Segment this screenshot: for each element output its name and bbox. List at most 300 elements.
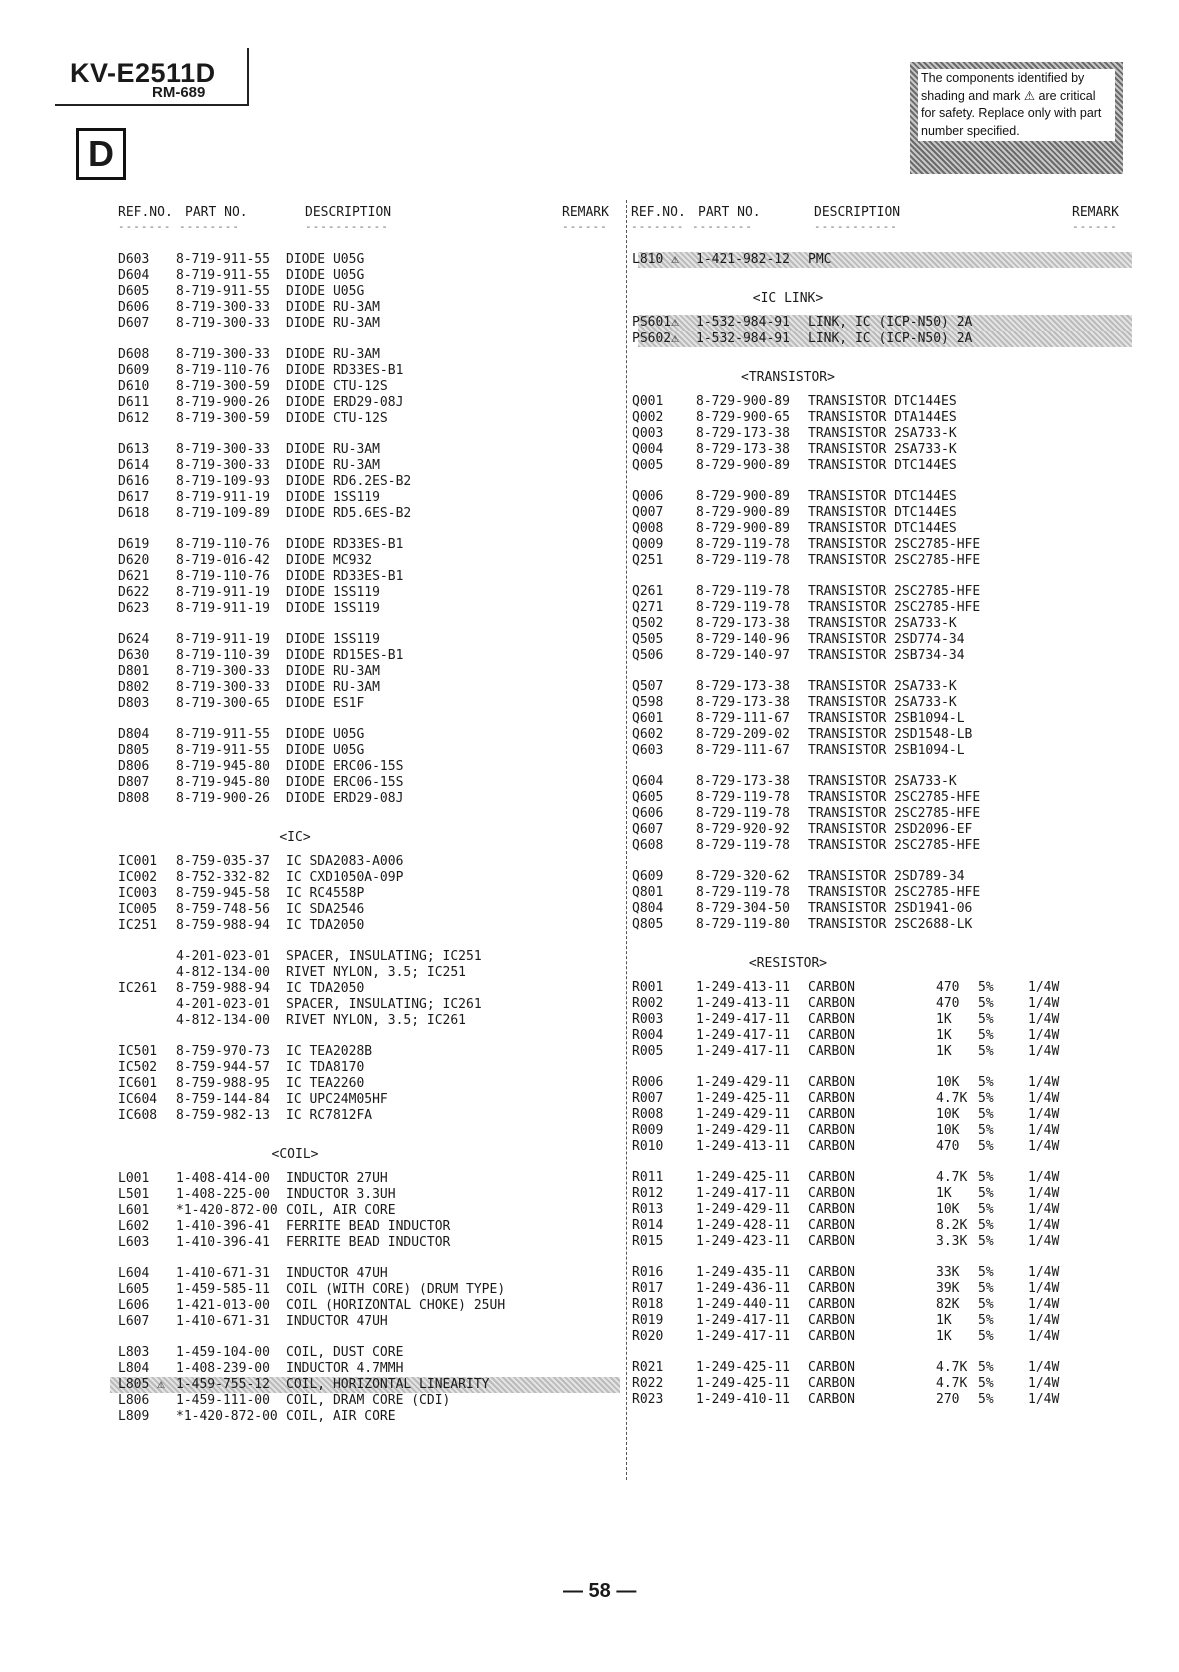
- ref-no: L805 ⚠: [118, 1377, 165, 1392]
- ref-no: L603: [118, 1235, 150, 1250]
- part-no: 8-759-988-94: [176, 918, 270, 933]
- description-header: DESCRIPTION: [305, 205, 392, 220]
- part-no: 8-729-111-67: [696, 743, 790, 758]
- section-subheader: <TRANSISTOR>: [741, 370, 835, 385]
- ref-no: IC002: [118, 870, 158, 885]
- part-no: 8-729-119-78: [696, 790, 790, 805]
- part-no: 1-249-417-11: [696, 1028, 790, 1043]
- ref-no: Q606: [632, 806, 664, 821]
- part-row: [110, 743, 620, 759]
- ref-no: Q007: [632, 505, 664, 520]
- part-row: [632, 1376, 1132, 1392]
- description: COIL, DUST CORE: [286, 1345, 404, 1360]
- group-spacer: [638, 759, 1132, 774]
- part-row: [632, 885, 1132, 901]
- tolerance: 5%: [978, 1091, 994, 1106]
- ref-no: R016: [632, 1265, 664, 1280]
- part-row: [110, 300, 620, 316]
- ref-no: IC003: [118, 886, 158, 901]
- value: 4.7K: [936, 1170, 968, 1185]
- part-no: 8-719-945-80: [176, 775, 270, 790]
- ref-no: Q608: [632, 838, 664, 853]
- description: DIODE 1SS119: [286, 632, 380, 647]
- part-no: 8-719-911-19: [176, 632, 270, 647]
- part-no: 1-408-239-00: [176, 1361, 270, 1376]
- description: DIODE RU-3AM: [286, 442, 380, 457]
- part-no: 8-729-173-38: [696, 774, 790, 789]
- ref-no: D804: [118, 727, 150, 742]
- description: TRANSISTOR 2SA733-K: [808, 616, 957, 631]
- description: TRANSISTOR 2SA733-K: [808, 774, 957, 789]
- part-no: 1-410-396-41: [176, 1219, 270, 1234]
- part-no: 1-249-429-11: [696, 1202, 790, 1217]
- ref-no: R015: [632, 1234, 664, 1249]
- part-no: 8-719-900-26: [176, 395, 270, 410]
- rating: 1/4W: [1028, 1265, 1060, 1280]
- ref-no: D609: [118, 363, 150, 378]
- critical-part-row: [632, 252, 1132, 268]
- ref-no: PS601⚠: [632, 315, 679, 330]
- part-no: 8-729-900-89: [696, 489, 790, 504]
- ref-no: Q008: [632, 521, 664, 536]
- part-row: [110, 252, 620, 268]
- parts-group: [632, 1360, 1132, 1408]
- part-row: [632, 1012, 1132, 1028]
- part-no: 8-719-109-93: [176, 474, 270, 489]
- group-spacer: [638, 474, 1132, 489]
- section-subheader: <IC>: [279, 830, 311, 845]
- part-no: 1-249-417-11: [696, 1186, 790, 1201]
- description: COIL (HORIZONTAL CHOKE) 25UH: [286, 1298, 506, 1313]
- part-no: 8-729-119-78: [696, 537, 790, 552]
- part-row: [632, 410, 1132, 426]
- value: 1K: [936, 1329, 952, 1344]
- description: INDUCTOR 47UH: [286, 1314, 388, 1329]
- part-row: [110, 1314, 620, 1330]
- critical-part-row: [632, 315, 1132, 331]
- part-no: 8-719-300-33: [176, 300, 270, 315]
- description: DIODE U05G: [286, 727, 365, 742]
- part-no: 8-759-970-73: [176, 1044, 270, 1059]
- part-no: 4-812-134-00: [176, 1013, 270, 1028]
- section-subheader: <COIL>: [271, 1147, 319, 1162]
- safety-notice-text: The components identified by shading and mark ⚠ are critical for safety. Replace only with part number specified.: [918, 69, 1115, 141]
- part-row: [632, 1281, 1132, 1297]
- ref-no: Q804: [632, 901, 664, 916]
- description: CARBON: [808, 1091, 855, 1106]
- part-no: 8-729-900-89: [696, 394, 790, 409]
- part-row: [110, 632, 620, 648]
- description: DIODE RU-3AM: [286, 664, 380, 679]
- ref-no: R021: [632, 1360, 664, 1375]
- part-no: 8-719-110-76: [176, 569, 270, 584]
- rating: 1/4W: [1028, 1139, 1060, 1154]
- part-row: [110, 965, 620, 981]
- ref-no: D630: [118, 648, 150, 663]
- description: DIODE ERD29-08J: [286, 791, 404, 806]
- part-row: [632, 489, 1132, 505]
- part-no: 8-719-911-19: [176, 585, 270, 600]
- ref-no: IC251: [118, 918, 158, 933]
- description: CARBON: [808, 1234, 855, 1249]
- description: TRANSISTOR 2SD1548-LB: [808, 727, 973, 742]
- section-subheader: <IC LINK>: [752, 291, 824, 306]
- ref-no: L601: [118, 1203, 150, 1218]
- part-no: 8-719-110-76: [176, 363, 270, 378]
- parts-group: [110, 252, 620, 332]
- part-row: [632, 1075, 1132, 1091]
- part-row: [632, 1170, 1132, 1186]
- part-row: [110, 648, 620, 664]
- ref-no: L809: [118, 1409, 150, 1424]
- rating: 1/4W: [1028, 1170, 1060, 1185]
- group-spacer: [110, 1330, 620, 1345]
- part-row: [632, 537, 1132, 553]
- description: CARBON: [808, 1075, 855, 1090]
- part-no: 1-249-429-11: [696, 1107, 790, 1122]
- ref-no: D620: [118, 553, 150, 568]
- description: TRANSISTOR DTC144ES: [808, 505, 957, 520]
- ref-no: D612: [118, 411, 150, 426]
- description: TRANSISTOR 2SC2785-HFE: [808, 838, 981, 853]
- part-row: [110, 1076, 620, 1092]
- description: COIL, DRAM CORE (CDI): [286, 1393, 451, 1408]
- right-parts-list: [632, 252, 1132, 1423]
- part-no: 1-249-436-11: [696, 1281, 790, 1296]
- ref-no: R020: [632, 1329, 664, 1344]
- part-row: [110, 458, 620, 474]
- description: CARBON: [808, 1044, 855, 1059]
- description: DIODE MC932: [286, 553, 373, 568]
- tolerance: 5%: [978, 1392, 994, 1407]
- parts-group: [632, 980, 1132, 1060]
- ref-no: L001: [118, 1171, 150, 1186]
- group-spacer: [110, 332, 620, 347]
- part-row: [110, 981, 620, 997]
- description: DIODE U05G: [286, 268, 365, 283]
- description: IC UPC24M05HF: [286, 1092, 388, 1107]
- description: IC RC7812FA: [286, 1108, 373, 1123]
- part-no: 1-532-984-91: [696, 331, 790, 346]
- ref-no: D621: [118, 569, 150, 584]
- part-row: [110, 759, 620, 775]
- part-row: [632, 1202, 1132, 1218]
- description: DIODE U05G: [286, 743, 365, 758]
- rating: 1/4W: [1028, 980, 1060, 995]
- part-row: [632, 743, 1132, 759]
- left-parts-list: [110, 252, 620, 1440]
- description: COIL, AIR CORE: [286, 1203, 396, 1218]
- part-row: [632, 711, 1132, 727]
- safety-notice: [910, 62, 1123, 174]
- description: DIODE 1SS119: [286, 601, 380, 616]
- group-spacer: [638, 664, 1132, 679]
- ref-no: R023: [632, 1392, 664, 1407]
- part-row: [632, 1392, 1132, 1408]
- description: DIODE 1SS119: [286, 585, 380, 600]
- part-no: 8-719-300-33: [176, 442, 270, 457]
- part-no: 8-729-173-38: [696, 426, 790, 441]
- description: TRANSISTOR 2SC2785-HFE: [808, 600, 981, 615]
- description: TRANSISTOR 2SD1941-06: [808, 901, 973, 916]
- part-row: [110, 379, 620, 395]
- part-no: 1-532-984-91: [696, 315, 790, 330]
- rating: 1/4W: [1028, 1028, 1060, 1043]
- part-no: 4-812-134-00: [176, 965, 270, 980]
- rating: 1/4W: [1028, 1313, 1060, 1328]
- part-no: 8-759-988-94: [176, 981, 270, 996]
- part-no: 1-249-417-11: [696, 1329, 790, 1344]
- ref-no: IC502: [118, 1060, 158, 1075]
- part-no: 1-249-413-11: [696, 980, 790, 995]
- parts-group: [632, 774, 1132, 854]
- description: CARBON: [808, 980, 855, 995]
- part-no: 8-729-209-02: [696, 727, 790, 742]
- description: DIODE RD33ES-B1: [286, 363, 404, 378]
- part-no: 1-459-111-00: [176, 1393, 270, 1408]
- part-no: 8-729-900-89: [696, 521, 790, 536]
- value: 1K: [936, 1044, 952, 1059]
- ref-no: R018: [632, 1297, 664, 1312]
- part-no: 8-719-300-33: [176, 316, 270, 331]
- parts-group: [632, 394, 1132, 474]
- ref-no: PS602⚠: [632, 331, 679, 346]
- ref-no: R006: [632, 1075, 664, 1090]
- part-row: [632, 632, 1132, 648]
- description: CARBON: [808, 1123, 855, 1138]
- parts-group: [632, 315, 1132, 347]
- ref-no: L606: [118, 1298, 150, 1313]
- ref-no: L602: [118, 1219, 150, 1234]
- part-row: [110, 553, 620, 569]
- part-no: 1-410-396-41: [176, 1235, 270, 1250]
- rating: 1/4W: [1028, 1012, 1060, 1027]
- tolerance: 5%: [978, 996, 994, 1011]
- part-no: 8-729-119-78: [696, 838, 790, 853]
- description: IC TEA2028B: [286, 1044, 373, 1059]
- parts-group: [632, 252, 1132, 268]
- description: IC CXD1050A-09P: [286, 870, 404, 885]
- description: DIODE CTU-12S: [286, 379, 388, 394]
- ref-no: L806: [118, 1393, 150, 1408]
- part-row: [110, 949, 620, 965]
- part-no: 8-729-320-62: [696, 869, 790, 884]
- ref-no: R007: [632, 1091, 664, 1106]
- description: DIODE U05G: [286, 284, 365, 299]
- part-row: [110, 1345, 620, 1361]
- ref-no: R019: [632, 1313, 664, 1328]
- part-no: 8-729-119-80: [696, 917, 790, 932]
- ref-no: Q009: [632, 537, 664, 552]
- group-spacer: [638, 1250, 1132, 1265]
- part-row: [110, 395, 620, 411]
- part-row: [110, 727, 620, 743]
- part-no: 1-249-425-11: [696, 1091, 790, 1106]
- ref-no: D614: [118, 458, 150, 473]
- part-no: 8-719-911-55: [176, 252, 270, 267]
- part-no: 4-201-023-01: [176, 949, 270, 964]
- rating: 1/4W: [1028, 1186, 1060, 1201]
- ref-no: L604: [118, 1266, 150, 1281]
- ref-no: R011: [632, 1170, 664, 1185]
- rating: 1/4W: [1028, 1360, 1060, 1375]
- part-row: [110, 1108, 620, 1124]
- part-row: [632, 727, 1132, 743]
- critical-part-row: [632, 331, 1132, 347]
- part-no: 1-249-413-11: [696, 1139, 790, 1154]
- part-no: 8-759-748-56: [176, 902, 270, 917]
- part-no: 8-719-110-76: [176, 537, 270, 552]
- part-row: [110, 791, 620, 807]
- part-row: [632, 806, 1132, 822]
- ref-no: R001: [632, 980, 664, 995]
- ref-no: IC001: [118, 854, 158, 869]
- value: 10K: [936, 1202, 960, 1217]
- tolerance: 5%: [978, 1012, 994, 1027]
- part-no: 8-759-988-95: [176, 1076, 270, 1091]
- ref-no: Q605: [632, 790, 664, 805]
- part-no: 8-719-300-33: [176, 458, 270, 473]
- ref-no: Q261: [632, 584, 664, 599]
- description: DIODE ERC06-15S: [286, 775, 404, 790]
- part-no: 8-719-911-19: [176, 601, 270, 616]
- parts-group: [110, 1044, 620, 1124]
- parts-group: [632, 1170, 1132, 1250]
- tolerance: 5%: [978, 1202, 994, 1217]
- part-row: [110, 506, 620, 522]
- description: TRANSISTOR 2SC2785-HFE: [808, 885, 981, 900]
- part-row: [110, 696, 620, 712]
- part-row: [632, 1313, 1132, 1329]
- description: INDUCTOR 27UH: [286, 1171, 388, 1186]
- value: 270: [936, 1392, 960, 1407]
- description: FERRITE BEAD INDUCTOR: [286, 1219, 451, 1234]
- value: 10K: [936, 1075, 960, 1090]
- tolerance: 5%: [978, 1107, 994, 1122]
- ref-no: R017: [632, 1281, 664, 1296]
- part-row: [632, 996, 1132, 1012]
- description: IC SDA2083-A006: [286, 854, 404, 869]
- ref-no: R009: [632, 1123, 664, 1138]
- part-no: 1-249-425-11: [696, 1360, 790, 1375]
- description: DIODE RD6.2ES-B2: [286, 474, 412, 489]
- group-spacer: [638, 854, 1132, 869]
- value: 4.7K: [936, 1376, 968, 1391]
- ref-no: Q601: [632, 711, 664, 726]
- rating: 1/4W: [1028, 1123, 1060, 1138]
- part-row: [632, 1139, 1132, 1155]
- description: CARBON: [808, 1170, 855, 1185]
- ref-no: IC608: [118, 1108, 158, 1123]
- rating: 1/4W: [1028, 1297, 1060, 1312]
- part-row: [632, 442, 1132, 458]
- description: TRANSISTOR DTA144ES: [808, 410, 957, 425]
- tolerance: 5%: [978, 980, 994, 995]
- part-row: [632, 1297, 1132, 1313]
- tolerance: 5%: [978, 1139, 994, 1154]
- description: DIODE 1SS119: [286, 490, 380, 505]
- part-row: [110, 1266, 620, 1282]
- header-underline: [55, 104, 249, 106]
- page-number: — 58 —: [563, 1580, 637, 1602]
- group-spacer: [638, 1155, 1132, 1170]
- ref-no: Q609: [632, 869, 664, 884]
- part-row: [110, 474, 620, 490]
- part-row: [632, 822, 1132, 838]
- tolerance: 5%: [978, 1360, 994, 1375]
- ref-no: L810 ⚠: [632, 252, 679, 267]
- part-no: 8-759-944-57: [176, 1060, 270, 1075]
- part-row: [110, 1092, 620, 1108]
- ref-no: IC601: [118, 1076, 158, 1091]
- part-row: [110, 1409, 620, 1425]
- description: DIODE RU-3AM: [286, 316, 380, 331]
- part-row: [110, 997, 620, 1013]
- description: PMC: [808, 252, 832, 267]
- ref-no: D611: [118, 395, 150, 410]
- ref-no: Q801: [632, 885, 664, 900]
- ref-no: L607: [118, 1314, 150, 1329]
- part-row: [632, 790, 1132, 806]
- description: LINK, IC (ICP-N50) 2A: [808, 315, 973, 330]
- group-spacer: [110, 1029, 620, 1044]
- part-no: 8-719-911-55: [176, 727, 270, 742]
- description: TRANSISTOR 2SA733-K: [808, 679, 957, 694]
- part-row: [110, 870, 620, 886]
- description: IC RC4558P: [286, 886, 365, 901]
- ref-no: D618: [118, 506, 150, 521]
- description: CARBON: [808, 1265, 855, 1280]
- ref-no: R010: [632, 1139, 664, 1154]
- value: 82K: [936, 1297, 960, 1312]
- description: TRANSISTOR 2SC2785-HFE: [808, 537, 981, 552]
- parts-group: [632, 584, 1132, 664]
- description: CARBON: [808, 1329, 855, 1344]
- part-no: 8-729-119-78: [696, 806, 790, 821]
- part-row: [110, 537, 620, 553]
- value: 10K: [936, 1107, 960, 1122]
- part-row: [110, 1298, 620, 1314]
- ref-no: D616: [118, 474, 150, 489]
- description: DIODE RD33ES-B1: [286, 569, 404, 584]
- ref-no: D622: [118, 585, 150, 600]
- part-no: 8-719-300-65: [176, 696, 270, 711]
- value: 470: [936, 996, 960, 1011]
- ref-no: L803: [118, 1345, 150, 1360]
- part-row: [632, 774, 1132, 790]
- part-no: 8-729-119-78: [696, 885, 790, 900]
- part-row: [110, 1393, 620, 1409]
- description: DIODE RD33ES-B1: [286, 537, 404, 552]
- ref-no: Q506: [632, 648, 664, 663]
- tolerance: 5%: [978, 1218, 994, 1233]
- part-row: [110, 569, 620, 585]
- value: 1K: [936, 1186, 952, 1201]
- description: TRANSISTOR 2SD789-34: [808, 869, 965, 884]
- ref-no: Q502: [632, 616, 664, 631]
- description: IC TDA2050: [286, 918, 365, 933]
- description: TRANSISTOR 2SC2785-HFE: [808, 806, 981, 821]
- ref-no: D808: [118, 791, 150, 806]
- rating: 1/4W: [1028, 1329, 1060, 1344]
- description: CARBON: [808, 1297, 855, 1312]
- header-rule: ------: [1072, 220, 1118, 233]
- part-row: [110, 316, 620, 332]
- part-row: [632, 648, 1132, 664]
- part-row: [110, 411, 620, 427]
- ref-no: L501: [118, 1187, 150, 1202]
- description: CARBON: [808, 1218, 855, 1233]
